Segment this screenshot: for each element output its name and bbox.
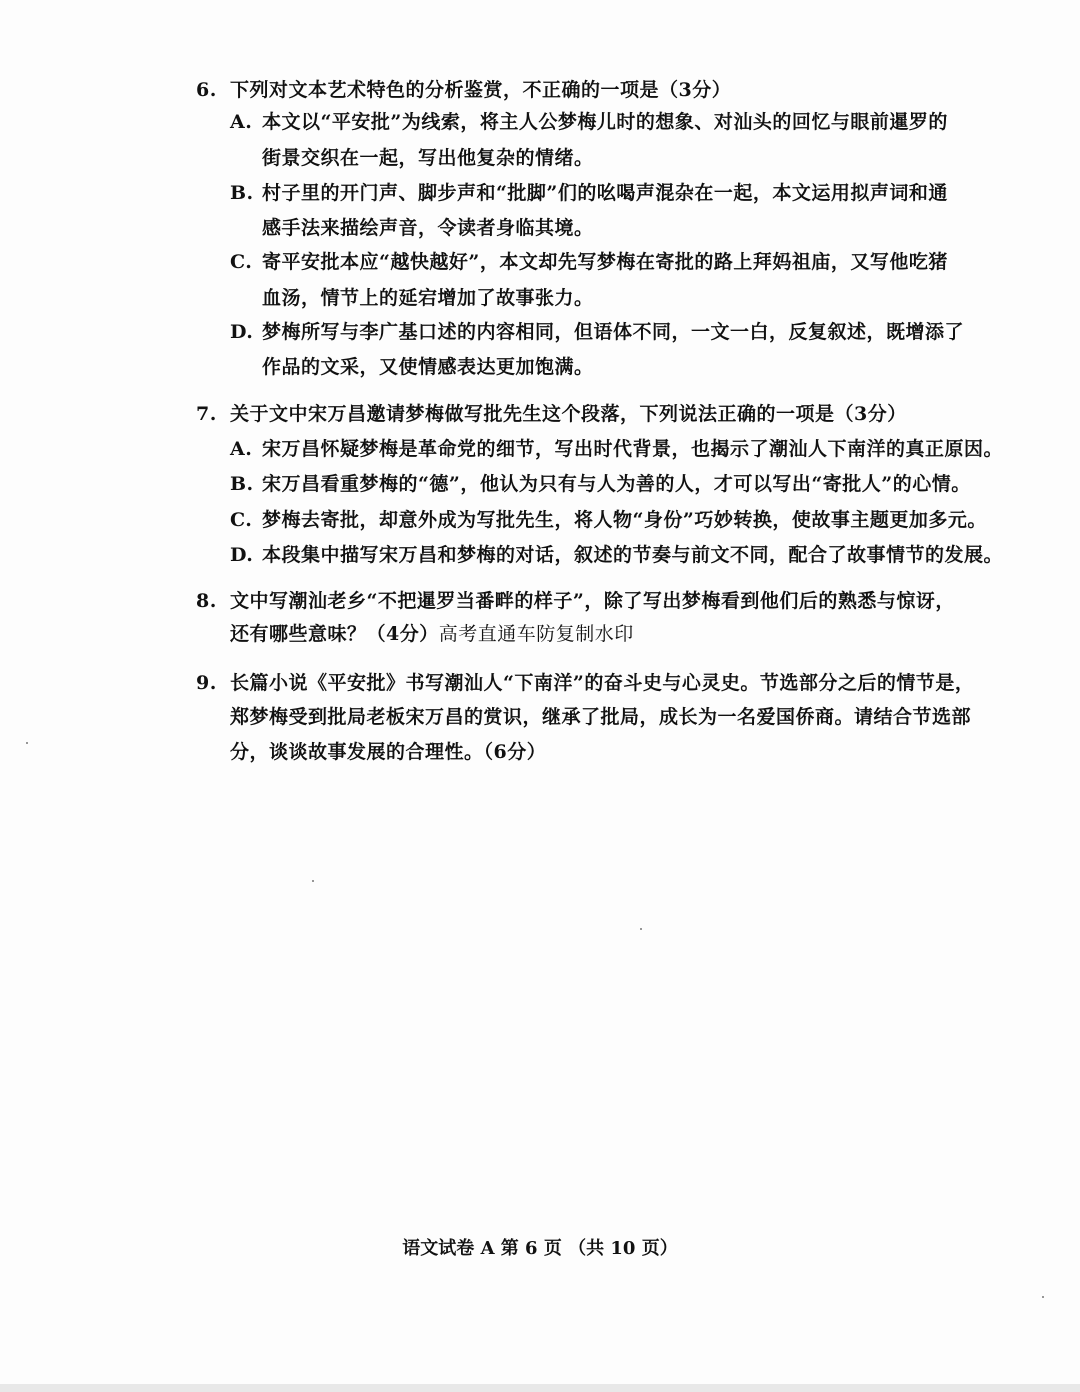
option-label: A.	[230, 111, 253, 133]
option-text: 梦梅去寄批，却意外成为写批先生，将人物“身份”巧妙转换，使故事主题更加多元。	[262, 509, 987, 531]
scan-speck	[640, 928, 642, 930]
question-text: 分，谈谈故事发展的合理性。（6分）	[230, 741, 547, 763]
option-text: 感手法来描绘声音，令读者身临其境。	[262, 217, 594, 239]
question-6-option-c	[230, 250, 948, 274]
question-7-option-d	[230, 543, 1003, 567]
question-6-option-c-cont	[262, 286, 594, 310]
option-label: D.	[230, 321, 254, 343]
option-text: 本段集中描写宋万昌和梦梅的对话，叙述的节奏与前文不同，配合了故事情节的发展。	[262, 544, 1004, 566]
question-9-stem	[196, 671, 974, 695]
question-8-stem-cont	[230, 622, 634, 646]
question-number: 6.	[196, 79, 217, 101]
question-6-option-b	[230, 181, 948, 205]
scan-bottom-edge	[0, 1384, 1080, 1392]
option-label: B.	[230, 182, 254, 204]
question-text: 文中写潮汕老乡“不把暹罗当番畔的样子”，除了写出梦梅看到他们后的熟悉与惊讶，	[230, 590, 955, 612]
scan-speck	[26, 742, 28, 744]
question-9-stem-cont-2	[230, 740, 546, 764]
question-text: 长篇小说《平安批》书写潮汕人“下南洋”的奋斗史与心灵史。节选部分之后的情节是，	[230, 672, 975, 694]
option-text: 宋万昌怀疑梦梅是革命党的细节，写出时代背景，也揭示了潮汕人下南洋的真正原因。	[262, 438, 1004, 460]
option-text: 本文以“平安批”为线索，将主人公梦梅儿时的想象、对汕头的回忆与眼前暹罗的	[262, 111, 948, 133]
watermark-text: 高考直通车防复制水印	[438, 623, 634, 645]
question-6-option-d-cont	[262, 355, 594, 379]
question-7-option-c	[230, 508, 987, 532]
question-6-option-a-cont	[262, 146, 594, 170]
option-text: 梦梅所写与李广基口述的内容相同，但语体不同，一文一白，反复叙述，既增添了	[262, 321, 965, 343]
option-text: 村子里的开门声、脚步声和“批脚”们的吆喝声混杂在一起，本文运用拟声词和通	[262, 182, 948, 204]
question-number: 7.	[196, 403, 217, 425]
option-text: 作品的文采，又使情感表达更加饱满。	[262, 356, 594, 378]
option-label: B.	[230, 473, 254, 495]
question-text: 郑梦梅受到批局老板宋万昌的赏识，继承了批局，成长为一名爱国侨商。请结合节选部	[230, 706, 972, 728]
question-6-option-b-cont	[262, 216, 594, 240]
option-label: A.	[230, 438, 253, 460]
option-text: 血汤，情节上的延宕增加了故事张力。	[262, 287, 594, 309]
scan-speck	[1042, 1296, 1044, 1298]
scan-speck	[312, 880, 314, 882]
option-text: 宋万昌看重梦梅的“德”，他认为只有与人为善的人，才可以写出“寄批人”的心情。	[262, 473, 971, 495]
option-label: C.	[230, 251, 253, 273]
option-text: 寄平安批本应“越快越好”，本文却先写梦梅在寄批的路上拜妈祖庙，又写他吃猪	[262, 251, 948, 273]
option-label: C.	[230, 509, 253, 531]
question-number: 9.	[196, 672, 217, 694]
question-9-stem-cont	[230, 705, 971, 729]
question-6-option-d	[230, 320, 964, 344]
question-7-option-b	[230, 472, 971, 496]
question-number: 8.	[196, 590, 217, 612]
option-label: D.	[230, 544, 254, 566]
question-text: 关于文中宋万昌邀请梦梅做写批先生这个段落，下列说法正确的一项是（3分）	[230, 403, 907, 425]
question-text: 还有哪些意味？（4分）	[230, 623, 439, 645]
question-6-option-a	[230, 110, 948, 134]
page-footer: 语文试卷 A 第 6 页 （共 10 页）	[402, 1238, 678, 1259]
question-text: 下列对文本艺术特色的分析鉴赏，不正确的一项是（3分）	[230, 79, 732, 101]
question-6-stem	[196, 78, 731, 102]
question-7-stem	[196, 402, 907, 426]
question-7-option-a	[230, 437, 1003, 461]
question-8-stem	[196, 589, 955, 613]
option-text: 街景交织在一起，写出他复杂的情绪。	[262, 147, 594, 169]
